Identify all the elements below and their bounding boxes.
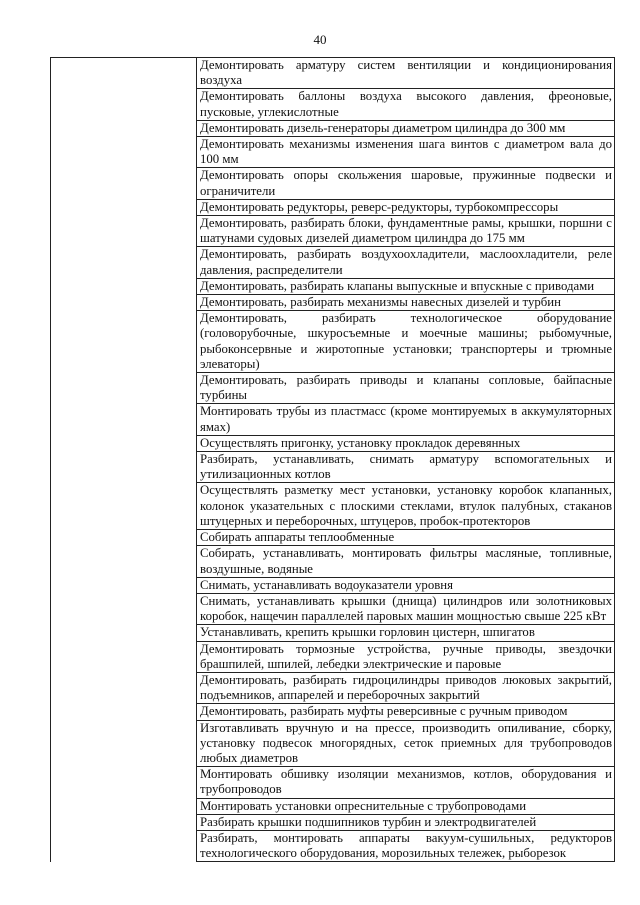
tasks-table: [50, 57, 615, 862]
task-cell: Демонтировать, разбирать блоки, фундаментные рамы, крышки, поршни с шатунами судовых дизелей диаметром цилиндра до 175 мм: [197, 216, 615, 247]
task-cell: Изготавливать вручную и на прессе, производить опиливание, сборку, установку подвесок многорядных, сеток приемных для трубопроводов любых диаметров: [197, 720, 615, 767]
task-cell: Демонтировать, разбирать воздухоохладители, маслоохладители, реле давления, распределители: [197, 247, 615, 278]
task-cell: Снимать, устанавливать крышки (днища) цилиндров или золотниковых коробок, нащечин параллелей паровых машин мощностью свыше 225 кВт: [197, 593, 615, 624]
task-cell: Демонтировать, разбирать технологическое оборудование (головорубочные, шкуросъемные и моечные машины; рыбомучные, рыбоконсервные и жиротопные установки; транспортеры и трюмные элеваторы): [197, 311, 615, 373]
task-cell: Демонтировать редукторы, реверс-редукторы, турбокомпрессоры: [197, 199, 615, 215]
task-cell: Демонтировать, разбирать клапаны выпускные и впускные с приводами: [197, 278, 615, 294]
task-cell: Устанавливать, крепить крышки горловин цистерн, шпигатов: [197, 625, 615, 641]
task-cell: Демонтировать баллоны воздуха высокого давления, фреоновые, пусковые, углекислотные: [197, 89, 615, 120]
task-cell: Собирать, устанавливать, монтировать фильтры масляные, топливные, воздушные, водяные: [197, 546, 615, 577]
task-cell: Демонтировать арматуру систем вентиляции и кондиционирования воздуха: [197, 58, 615, 89]
left-column-cell: [51, 58, 197, 862]
task-cell: Монтировать установки опреснительные с трубопроводами: [197, 798, 615, 814]
page-number: 40: [313, 32, 327, 47]
task-cell: Собирать аппараты теплообменные: [197, 530, 615, 546]
task-cell: Демонтировать, разбирать приводы и клапаны сопловые, байпасные турбины: [197, 373, 615, 404]
task-cell: Демонтировать, разбирать гидроцилиндры приводов люковых закрытий, подъемников, аппарелей и переборочных закрытий: [197, 672, 615, 703]
task-cell: Разбирать, монтировать аппараты вакуум-сушильных, редукторов технологического оборудования, морозильных тележек, рыборезок: [197, 830, 615, 861]
task-cell: Разбирать крышки подшипников турбин и электродвигателей: [197, 814, 615, 830]
task-cell: Осуществлять пригонку, установку прокладок деревянных: [197, 435, 615, 451]
task-cell: Демонтировать, разбирать механизмы навесных дизелей и турбин: [197, 295, 615, 311]
task-cell: Монтировать трубы из пластмасс (кроме монтируемых в аккумуляторных ямах): [197, 404, 615, 435]
tasks-table-body: [51, 58, 615, 862]
task-cell: Демонтировать дизель-генераторы диаметром цилиндра до 300 мм: [197, 120, 615, 136]
table-row: [51, 58, 615, 89]
task-cell: Снимать, устанавливать водоуказатели уровня: [197, 577, 615, 593]
task-cell: Демонтировать механизмы изменения шага винтов с диаметром вала до 100 мм: [197, 137, 615, 168]
task-cell: Осуществлять разметку мест установки, установку коробок клапанных, колонок указательных с плоскими стеклами, втулок палубных, стаканов штуцерных и переборочных, штуцеров, пробок-протекторов: [197, 483, 615, 530]
task-cell: Монтировать обшивку изоляции механизмов, котлов, оборудования и трубопроводов: [197, 767, 615, 798]
task-cell: Разбирать, устанавливать, снимать арматуру вспомогательных и утилизационных котлов: [197, 452, 615, 483]
task-cell: Демонтировать, разбирать муфты реверсивные с ручным приводом: [197, 704, 615, 720]
task-cell: Демонтировать опоры скольжения шаровые, пружинные подвески и ограничители: [197, 168, 615, 199]
task-cell: Демонтировать тормозные устройства, ручные приводы, звездочки брашпилей, шпилей, лебедки электрические и паровые: [197, 641, 615, 672]
